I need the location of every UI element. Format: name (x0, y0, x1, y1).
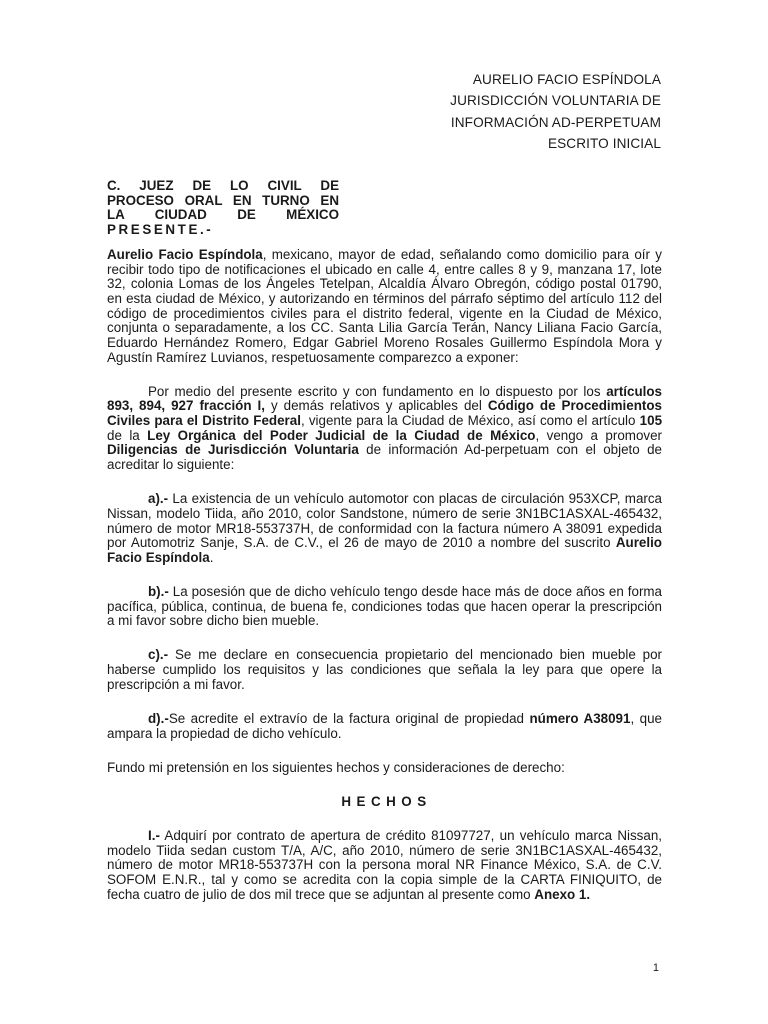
intro-paragraph (107, 248, 662, 365)
item-text: , que ampara la propiedad de dicho vehículo. (107, 710, 662, 741)
item-text: Adquirí por contrato de apertura de crédito 81097727, un vehículo marca Nissan, modelo Tiida sedan custom T/A, A/C, año 2010, número de serie 3N1BC1ASXAL-465432, número de motor MR18-553737H con la persona moral NR Finance México, S.A. de C.V. SOFOM E.N.R., tal y como se acredita con la copia simple de la CARTA FINIQUITO, de fecha cuatro de julio de dos mil trece que se adjuntan al presente como (107, 828, 662, 902)
addressee-line: PRESENTE.- (107, 221, 214, 237)
addressee-line: LA CIUDAD DE MÉXICO (107, 207, 339, 223)
paragraph-text: y demás relativos y aplicables del (264, 398, 488, 414)
paragraph-text: Por medio del presente escrito y con fundamento en lo dispuesto por los (148, 383, 607, 399)
page-number: 1 (652, 962, 659, 974)
paragraph-bold: Ley Orgánica del Poder Judicial de la Ciudad de México (147, 427, 536, 443)
item-c-paragraph (107, 648, 662, 692)
invoice-number: número A38091 (529, 710, 631, 726)
item-label: d).- (148, 710, 169, 726)
addressee-block (107, 179, 339, 237)
item-label: a).- (148, 491, 169, 507)
document-body (107, 248, 662, 922)
fundo-paragraph: Fundo mi pretensión en los siguientes hechos y consideraciones de derecho: (107, 759, 565, 775)
annex-reference: Anexo 1. (534, 886, 591, 902)
item-text: Se me declare en consecuencia propietario del mencionado bien mueble por haberse cumplido los requisitos y las condiciones que señala la ley para que opere la prescripción a mi favor. (107, 647, 662, 692)
legal-basis-paragraph (107, 385, 662, 473)
petitioner-name: Aurelio Facio Espíndola (107, 535, 662, 565)
header-line: JURISDICCIÓN VOLUNTARIA DE (450, 93, 661, 109)
paragraph-bold: Código de Procedimientos Civiles para el Distrito Federal (107, 398, 662, 429)
item-text: La posesión que de dicho vehículo tengo desde hace más de doce años en forma pacífica, pública, continua, de buena fe, condiciones todas que hacen operar la prescripción a mi favor sobre dicho bien mueble. (107, 583, 662, 629)
addressee-line: C. JUEZ DE LO CIVIL DE (107, 178, 339, 193)
petitioner-name: Aurelio Facio Espíndola (107, 247, 263, 262)
section-heading-hechos: HECHOS (341, 793, 432, 809)
header-line: AURELIO FACIO ESPÍNDOLA (472, 72, 661, 87)
item-label: c).- (148, 647, 169, 663)
addressee-line: PROCESO ORAL EN TURNO EN (107, 192, 339, 208)
item-d-paragraph (107, 712, 662, 741)
intro-text: , mexicano, mayor de edad, señalando como domicilio para oír y recibir todo tipo de notificaciones el ubicado en calle 4, entre calles 8 y 9, manzana 17, lote 32, colonia Lomas de los Ángeles Tetelpan, Alcaldía Álvaro Obregón, código postal 01790, en esta ciudad de México, y autorizando en términos del párrafo séptimo del artículo 112 del código de procedimientos civiles para el distrito federal, vigente en la Ciudad de México, conjunta o separadamente, a los CC. Santa Lilia García Terán, Nancy Liliana Facio García, Eduardo Hernández Romero, Edgar Gabriel Moreno Rosales Guillermo Espíndola Mora y Agustín Ramírez Luvianos, respetuosamente comparezco a exponer: (107, 247, 662, 365)
document-header (331, 69, 661, 154)
paragraph-bold: Diligencias de Jurisdicción Voluntaria (107, 442, 359, 458)
item-label: I.- (148, 828, 160, 844)
header-line: INFORMACIÓN AD-PERPETUAM (450, 114, 661, 130)
paragraph-bold: 105 (639, 413, 663, 429)
hecho-1-paragraph (107, 829, 662, 902)
item-text: La existencia de un vehículo automotor con placas de circulación 953XCP, marca Nissan, modelo Tiida, año 2010, color Sandstone, número de serie 3N1BC1ASXAL-465432, número de motor MR18-553737H, de conformidad con la factura número A 38091 expedida por Automotriz Sanje, S.A. de C.V., el 26 de mayo de 2010 a nombre del suscrito (107, 491, 662, 551)
header-line: ESCRITO INICIAL (547, 135, 661, 151)
item-label: b).- (148, 583, 169, 599)
item-text: Se acredite el extravío de la factura original de propiedad (168, 710, 530, 726)
item-text: . (209, 549, 214, 565)
paragraph-bold: artículos 893, 894, 927 fracción I, (107, 383, 662, 414)
paragraph-text: de la (107, 427, 148, 443)
item-a-paragraph (107, 492, 662, 565)
paragraph-text: de información Ad-perpetuam con el objeto de acreditar lo siguiente: (107, 442, 662, 473)
paragraph-text: , vengo a promover (535, 427, 662, 443)
item-b-paragraph (107, 585, 662, 629)
paragraph-text: , vigente para la Ciudad de México, así como el artículo (300, 413, 640, 429)
